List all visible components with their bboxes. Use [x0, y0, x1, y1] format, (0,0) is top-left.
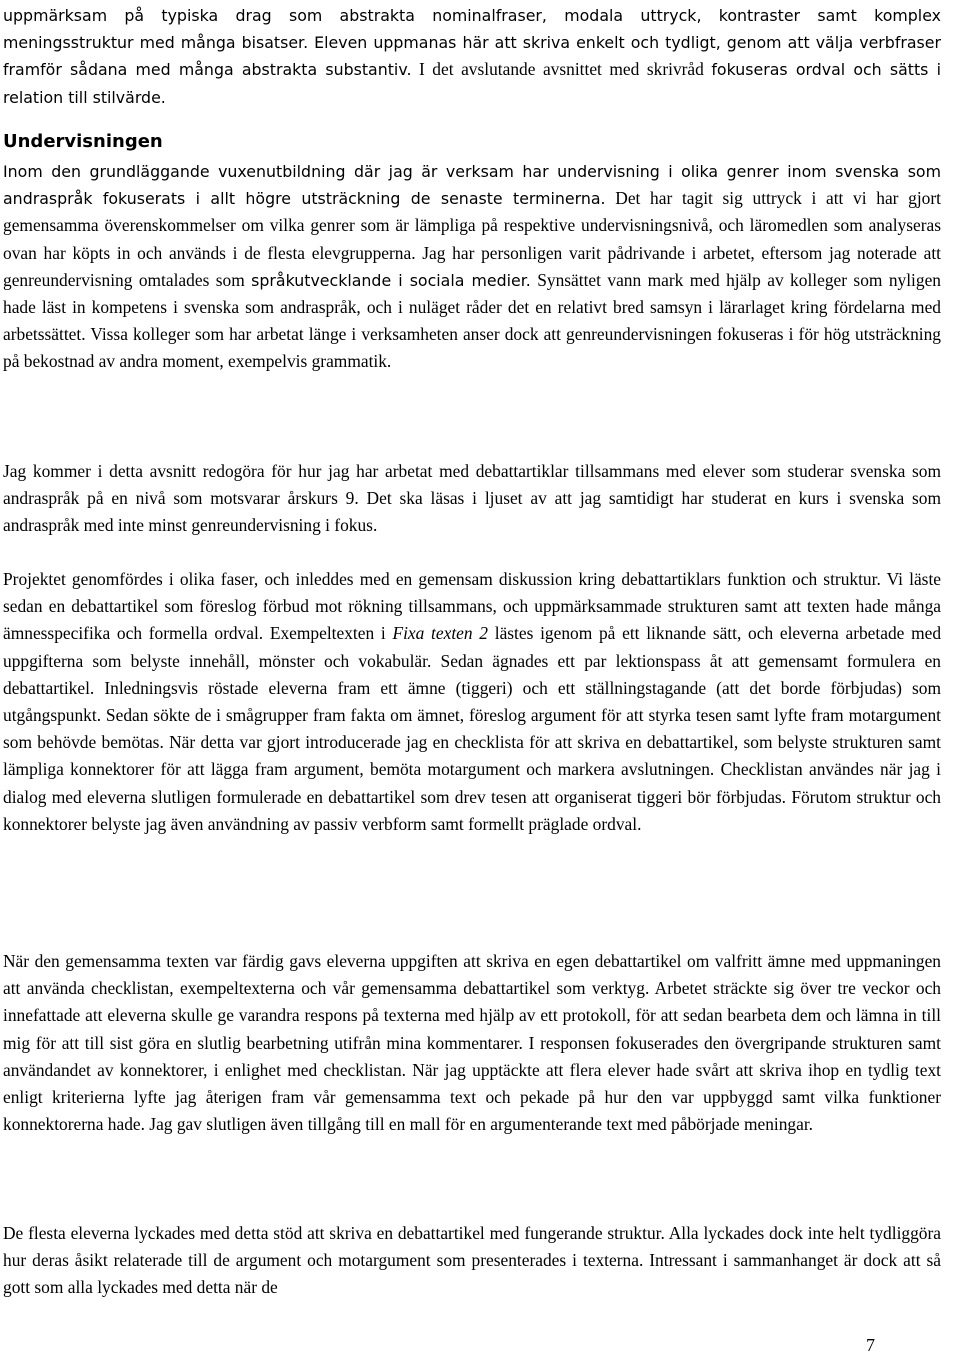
paragraph-5: De flesta eleverna lyckades med detta stöd att skriva en debattartikel med fungerande struktur. Alla lyckades dock inte helt tydliggöra hur deras åsikt relaterade till de argument och motargument som presenterades i texterna. Intressant i sammanhanget är dock att så gott som alla lyckades med detta när de	[3, 1223, 941, 1298]
section-heading: Undervisningen	[3, 131, 163, 152]
paragraph-1-sans-text-2: språkutvecklande i sociala medier.	[251, 270, 531, 290]
paragraph-4: När den gemensamma texten var färdig gavs eleverna uppgiften att skriva en egen debattartikel om valfritt ämne med uppmaningen att använda checklistan, exempeltexterna och vår gemensamma debattartikel som verktyg. Arbetet sträckte sig över tre veckor och innefattade att eleverna skulle ge varandra respons på texterna med hjälp av ett protokoll, för att sedan bearbeta dem och lämna in till mig för att till sist göra en slutlig bearbetning utifrån mina kommentarer. I responsen fokuserades den övergripande strukturen samt användandet av konnektorer, i enlighet med checklistan. När jag upptäckte att flera elever hade svårt att skriva ihop en tydlig text enligt kriterierna lyfte jag återigen fram vår gemensamma text och pekade på hur den var uppbyggd samt vilka funktioner konnektorerna hade. Jag gav slutligen även tillgång till en mall för en argumenterande text med påbörjade meningar.	[3, 951, 941, 1135]
paragraph-3-text-after: lästes igenom på ett liknande sätt, och eleverna arbetade med uppgifterna som belyste innehåll, mönster och vokabulär. Sedan ägnades ett par lektionspass åt att gemensamt formulera en debattartikel. Inledningsvis röstade eleverna fram ett ämne (tiggeri) och ett ställningstagande (att det borde förbjudas) som utgångspunkt. Sedan sökte de i smågrupper fram fakta om ämnet, föreslog argument för att styrka tesen samt lyfte fram motargument som behövde bemötas. När detta var gjort introducerade jag en checklista för att skriva en debattartikel, som belyste strukturen samt lämpliga konnektorer för att lägga fram argument, bemöta motargument och markera avslutningen. Checklistan användes när jag i dialog med eleverna slutligen formulerade en debattartikel som drev tesen att organiserat tiggeri bör förbjudas. Förutom struktur och konnektorer belyste jag även användning av passiv verbform samt formellt präglade ordval.	[3, 623, 942, 834]
intro-paragraph	[3, 2, 941, 111]
intro-serif-text: I det avslutande avsnittet med skrivråd	[419, 59, 704, 80]
paragraph-2: Jag kommer i detta avsnitt redogöra för hur jag har arbetat med debattartiklar tillsammans med elever som studerar svenska som andraspråk på en nivå som motsvarar årskurs 9. Det ska läsas i ljuset av att jag samtidigt har studerat en kurs i svenska som andraspråk med inte minst genreundervisning i fokus.	[3, 461, 941, 536]
book-title: Fixa texten 2	[392, 623, 488, 644]
intro-sans-text-1: uppmärksam på typiska drag som abstrakta nominalfraser, modala uttryck, kontraster samt komplex meningsstruktur med många bisatser. Eleven uppmanas här att skriva enkelt och tydligt, genom att välja verbfraser framför sådana med många abstrakta substantiv.	[3, 6, 941, 80]
paragraph-1-sans-text: Inom den grundläggande vuxenutbildning där jag är verksam har undervisning i olika genrer inom svenska som andraspråk fokuserats i allt högre utsträckning de senaste terminerna.	[3, 162, 941, 209]
paragraph-1	[3, 158, 941, 376]
paragraph-3	[3, 566, 941, 838]
paragraph-3-text-before: Projektet genomfördes i olika faser, och inleddes med en gemensam diskussion kring debattartiklars funktion och struktur. Vi läste sedan en debattartikel som föreslog förbud mot rökning tillsammans, och uppmärksammade strukturen samt att texten hade många ämnesspecifika och formella ordval. Exempeltexten i	[3, 569, 941, 644]
paragraph-1-serif-text-2: Synsättet vann mark med hjälp av kolleger som nyligen hade läst in kompetens i svenska som andraspråk, och i nuläget råder det en relativt bred samsyn i lärarlaget kring fördelarna med arbetssättet. Vissa kolleger som har arbetat länge i verksamheten anser dock att genreundervisningen fokuseras i för hög utsträckning på bekostnad av andra moment, exempelvis grammatik.	[3, 269, 941, 372]
intro-sans-text-2: fokuseras ordval och sätts i relation till stilvärde.	[3, 60, 941, 107]
paragraph-1-serif-text: Det har tagit sig uttryck i att vi har gjort gemensamma överenskommelser om vilka genrer som är lämpliga på respektive undervisningsnivå, och läromedlen som analyseras ovan har köpts in och används i de flesta elevgrupperna. Jag har personligen varit pådrivande i arbetet, eftersom jag noterade att genreundervisning omtalades som	[3, 188, 941, 290]
page-number: 7	[866, 1335, 875, 1355]
